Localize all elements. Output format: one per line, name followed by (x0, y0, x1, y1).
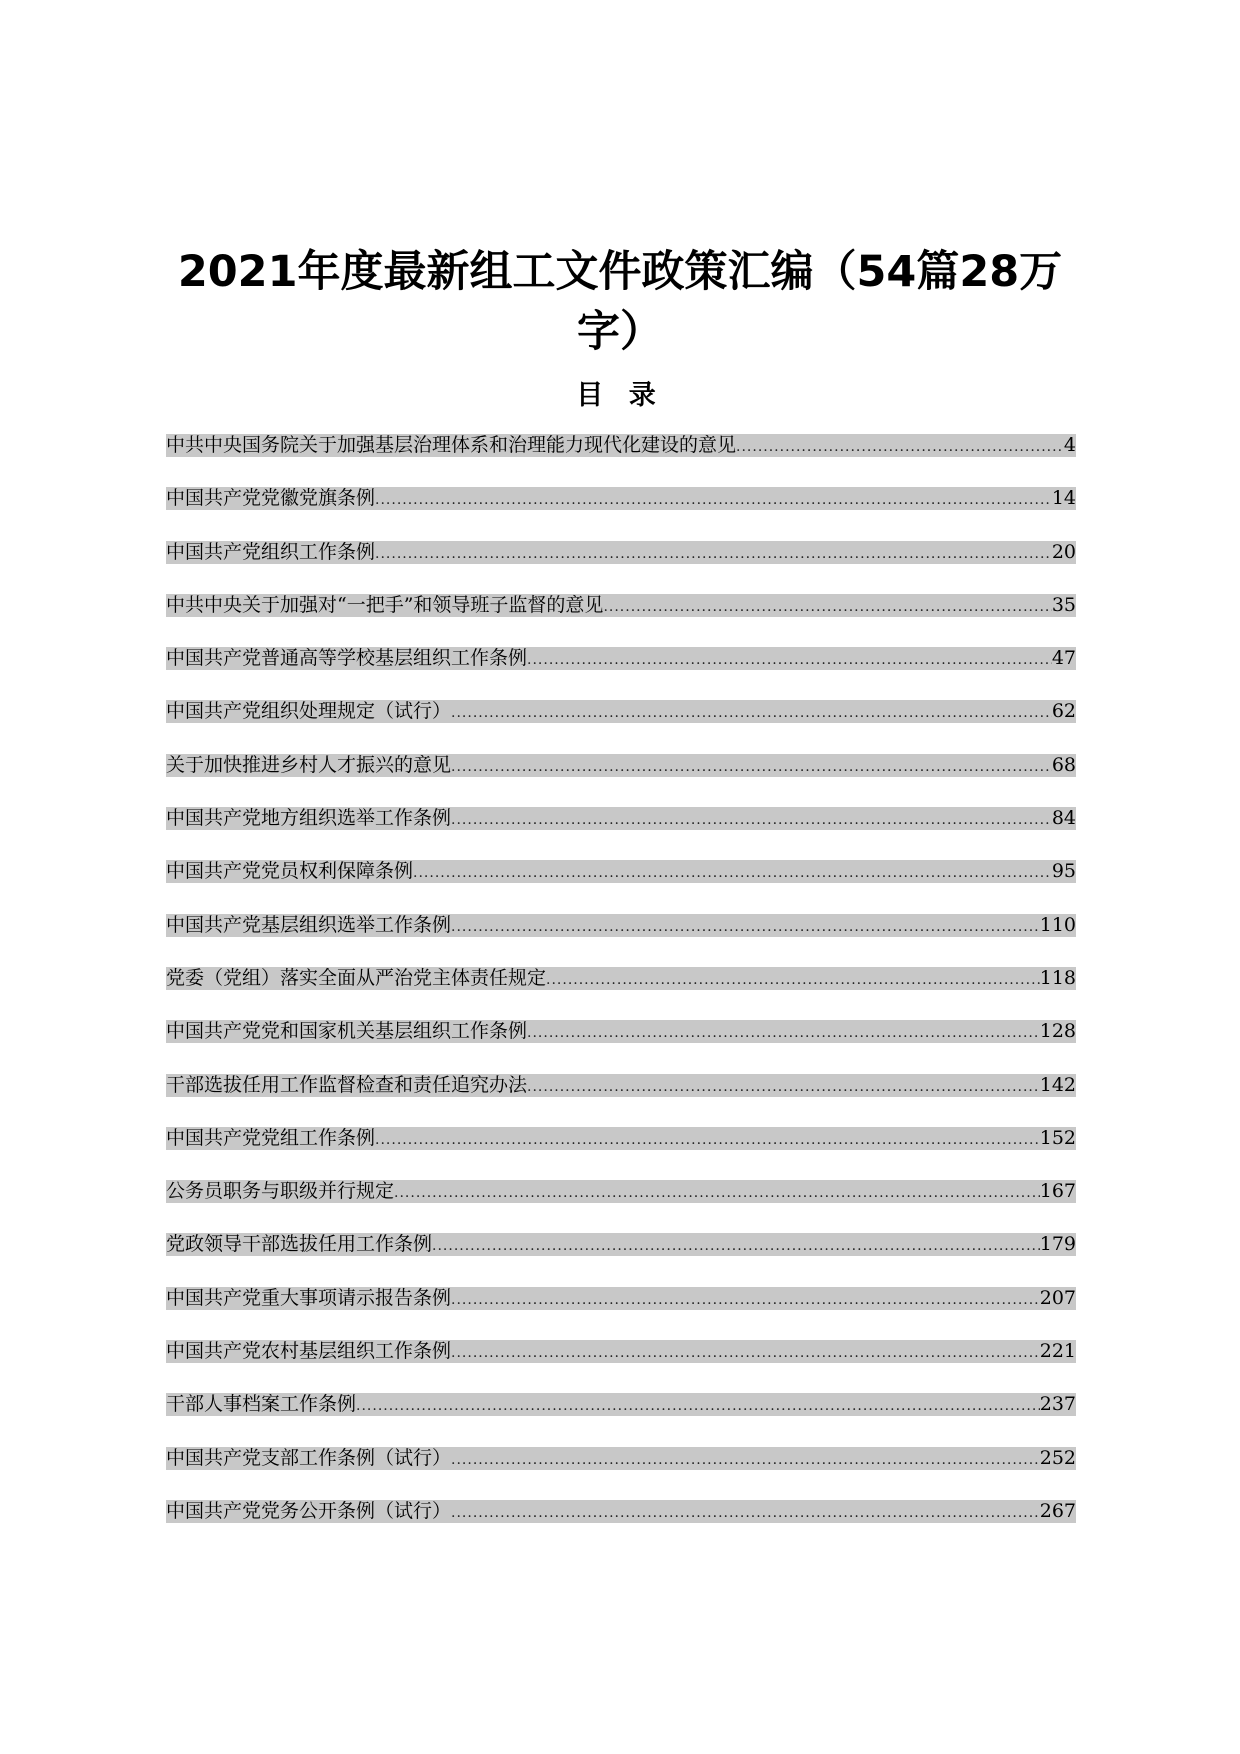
toc-entry[interactable] (166, 963, 1076, 1016)
toc-entry[interactable] (166, 1176, 1076, 1229)
toc-entry-page-number: 152 (1039, 1126, 1076, 1149)
toc-entry-page-number: 95 (1051, 860, 1076, 883)
toc-entry-title: 党委（党组）落实全面从严治党主体责任规定 (166, 966, 547, 989)
toc-entry-title: 中国共产党组织工作条例 (166, 540, 376, 563)
toc-entry-link[interactable] (166, 1020, 1076, 1043)
toc-dot-leader (451, 917, 1040, 937)
toc-dot-leader (603, 597, 1051, 617)
toc-entry-page-number: 207 (1039, 1286, 1076, 1309)
toc-entry-title: 中国共产党党和国家机关基层组织工作条例 (166, 1020, 528, 1043)
toc-entry-title: 党政领导干部选拔任用工作条例 (166, 1233, 433, 1256)
toc-entry[interactable] (166, 1496, 1076, 1549)
toc-entry-link[interactable] (166, 967, 1076, 990)
toc-dot-leader (451, 1343, 1040, 1363)
toc-dot-leader (451, 703, 1052, 723)
document-title: 2021年度最新组工文件政策汇编（54篇28万字） (177, 247, 1063, 357)
toc-entry-title: 中国共产党党务公开条例（试行） (166, 1499, 452, 1522)
toc-entry-title: 中国共产党地方组织选举工作条例 (166, 807, 452, 830)
toc-entry-link[interactable] (166, 594, 1076, 617)
toc-dot-leader (451, 1450, 1040, 1470)
toc-entry[interactable] (166, 1070, 1076, 1123)
toc-entry[interactable] (166, 1389, 1076, 1442)
toc-entry-title: 干部人事档案工作条例 (166, 1393, 357, 1416)
toc-entry[interactable] (166, 483, 1076, 536)
toc-entry-page-number: 167 (1039, 1180, 1076, 1203)
toc-entry-title: 中国共产党基层组织选举工作条例 (166, 913, 452, 936)
toc-dot-leader (413, 863, 1052, 883)
toc-entry-page-number: 14 (1051, 487, 1076, 510)
toc-entry-link[interactable] (166, 1393, 1076, 1416)
toc-entry-link[interactable] (166, 1180, 1076, 1203)
toc-entry-page-number: 128 (1039, 1020, 1076, 1043)
toc-dot-leader (375, 1130, 1040, 1150)
toc-entry-page-number: 267 (1039, 1499, 1076, 1522)
toc-entry-link[interactable] (166, 1074, 1076, 1097)
toc-entry-page-number: 20 (1051, 540, 1076, 563)
toc-entry-page-number: 237 (1039, 1393, 1076, 1416)
toc-dot-leader (394, 1183, 1040, 1203)
toc-entry[interactable] (166, 856, 1076, 909)
toc-entry-link[interactable] (166, 914, 1076, 937)
toc-entry[interactable] (166, 1229, 1076, 1282)
toc-entry-link[interactable] (166, 1447, 1076, 1470)
toc-entry-link[interactable] (166, 541, 1076, 564)
toc-entry-title: 中国共产党党组工作条例 (166, 1126, 376, 1149)
toc-entry-title: 中国共产党重大事项请示报告条例 (166, 1286, 452, 1309)
toc-entry-page-number: 68 (1051, 753, 1076, 776)
toc-entry-link[interactable] (166, 754, 1076, 777)
toc-dot-leader (432, 1236, 1040, 1256)
toc-entry[interactable] (166, 430, 1076, 483)
toc-entry[interactable] (166, 537, 1076, 590)
toc-entry-title: 干部选拔任用工作监督检查和责任追究办法 (166, 1073, 528, 1096)
toc-entry-page-number: 35 (1051, 593, 1076, 616)
toc-entry[interactable] (166, 910, 1076, 963)
toc-entry-page-number: 110 (1039, 913, 1076, 936)
toc-entry-title: 中国共产党组织处理规定（试行） (166, 700, 452, 723)
toc-entry-page-number: 47 (1051, 647, 1076, 670)
toc-entry[interactable] (166, 750, 1076, 803)
toc-heading: 目 录 (576, 380, 664, 411)
toc-entry-page-number: 118 (1039, 966, 1076, 989)
toc-dot-leader (546, 970, 1040, 990)
toc-entry-title: 关于加快推进乡村人才振兴的意见 (166, 753, 452, 776)
toc-entry-title: 公务员职务与职级并行规定 (166, 1180, 395, 1203)
toc-entry[interactable] (166, 643, 1076, 696)
toc-dot-leader (375, 490, 1052, 510)
toc-entry-title: 中国共产党支部工作条例（试行） (166, 1446, 452, 1469)
toc-entry-link[interactable] (166, 1340, 1076, 1363)
toc-entry[interactable] (166, 1016, 1076, 1069)
toc-entry[interactable] (166, 1283, 1076, 1336)
toc-entry-link[interactable] (166, 1287, 1076, 1310)
toc-dot-leader (451, 757, 1052, 777)
toc-entry[interactable] (166, 803, 1076, 856)
toc-entry-link[interactable] (166, 1500, 1076, 1523)
toc-entry-page-number: 142 (1039, 1073, 1076, 1096)
toc-entry-page-number: 4 (1063, 434, 1076, 456)
toc-entry-link[interactable] (166, 807, 1076, 830)
toc-entry-link[interactable] (166, 1127, 1076, 1150)
toc-entry-title: 中共中央国务院关于加强基层治理体系和治理能力现代化建设的意见 (166, 434, 737, 456)
toc-entry-link[interactable] (166, 700, 1076, 723)
toc-entry-title: 中共中央关于加强对“一把手”和领导班子监督的意见 (166, 593, 604, 616)
toc-entry-link[interactable] (166, 487, 1076, 510)
table-of-contents (166, 430, 1076, 1549)
toc-entry-page-number: 84 (1051, 807, 1076, 830)
toc-entry-title: 中国共产党党员权利保障条例 (166, 860, 414, 883)
toc-dot-leader (451, 1290, 1040, 1310)
toc-dot-leader (736, 437, 1064, 457)
toc-entry[interactable] (166, 1336, 1076, 1389)
toc-entry-title: 中国共产党普通高等学校基层组织工作条例 (166, 647, 528, 670)
toc-dot-leader (527, 1023, 1040, 1043)
toc-dot-leader (527, 650, 1052, 670)
toc-entry-link[interactable] (166, 434, 1076, 457)
toc-dot-leader (356, 1396, 1040, 1416)
toc-entry[interactable] (166, 1443, 1076, 1496)
toc-entry-page-number: 221 (1039, 1340, 1076, 1363)
toc-entry-page-number: 179 (1039, 1233, 1076, 1256)
toc-entry-link[interactable] (166, 860, 1076, 883)
toc-entry[interactable] (166, 1123, 1076, 1176)
toc-dot-leader (451, 810, 1052, 830)
toc-entry-link[interactable] (166, 647, 1076, 670)
toc-dot-leader (527, 1077, 1040, 1097)
toc-entry-title: 中国共产党党徽党旗条例 (166, 487, 376, 510)
toc-entry[interactable] (166, 696, 1076, 749)
toc-entry-title: 中国共产党农村基层组织工作条例 (166, 1340, 452, 1363)
toc-dot-leader (451, 1503, 1040, 1523)
toc-dot-leader (375, 544, 1052, 564)
toc-entry-page-number: 252 (1039, 1446, 1076, 1469)
toc-entry-page-number: 62 (1051, 700, 1076, 723)
toc-entry[interactable] (166, 590, 1076, 643)
toc-entry-link[interactable] (166, 1233, 1076, 1256)
